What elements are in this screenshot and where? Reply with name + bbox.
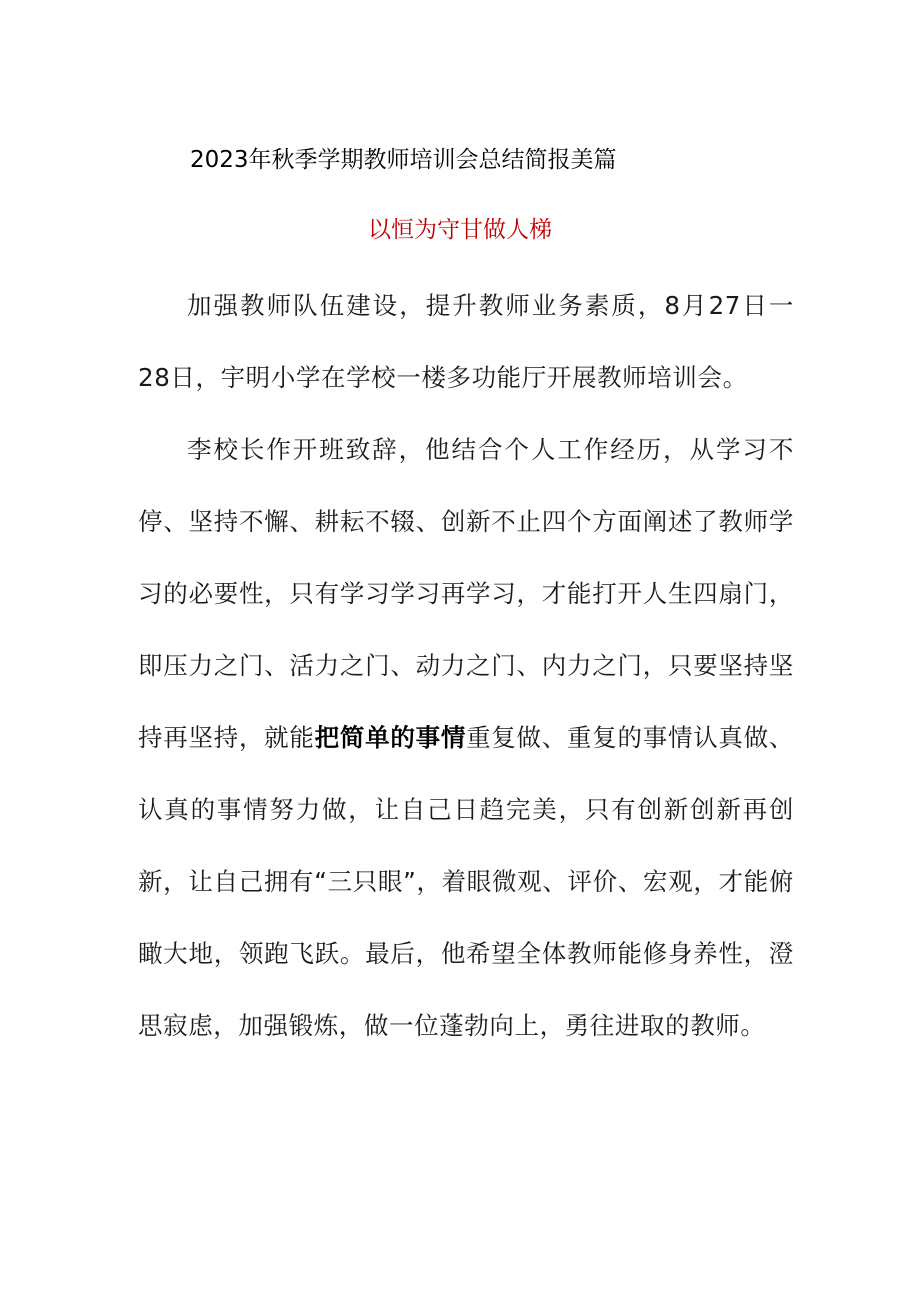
paragraph-speech-text-before: 李校长作开班致辞，他结合个人工作经历，从学习不停、坚持不懈、耕耘不辍、创新不止四个方面阐述了教师学习的必要性，只有学习学习再学习，才能打开人生四扇门，即压力之门、活力之门、动力之门、内力之门，只要坚持坚持再坚持，就能	[138, 435, 794, 752]
document-subtitle: 以恒为守甘做人梯	[368, 217, 552, 243]
paragraph-intro	[138, 270, 794, 414]
paragraph-speech-bold-phrase: 把简单的事情	[314, 723, 467, 752]
paragraph-intro-text: 加强教师队伍建设，提升教师业务素质，8月27日一28日，宇明小学在学校一楼多功能厅开展教师培训会。	[138, 291, 794, 392]
document-title: 2023年秋季学期教师培训会总结简报美篇	[190, 147, 617, 173]
paragraph-speech	[138, 414, 794, 1062]
paragraph-speech-text-after: 重复做、重复的事情认真做、认真的事情努力做，让自己日趋完美，只有创新创新再创新，让自己拥有“三只眼”，着眼微观、评价、宏观，才能俯瞰大地，领跑飞跃。最后，他希望全体教师能修身养性，澄思寂虑，加强锻炼，做一位蓬勃向上，勇往进取的教师。	[138, 723, 794, 1040]
